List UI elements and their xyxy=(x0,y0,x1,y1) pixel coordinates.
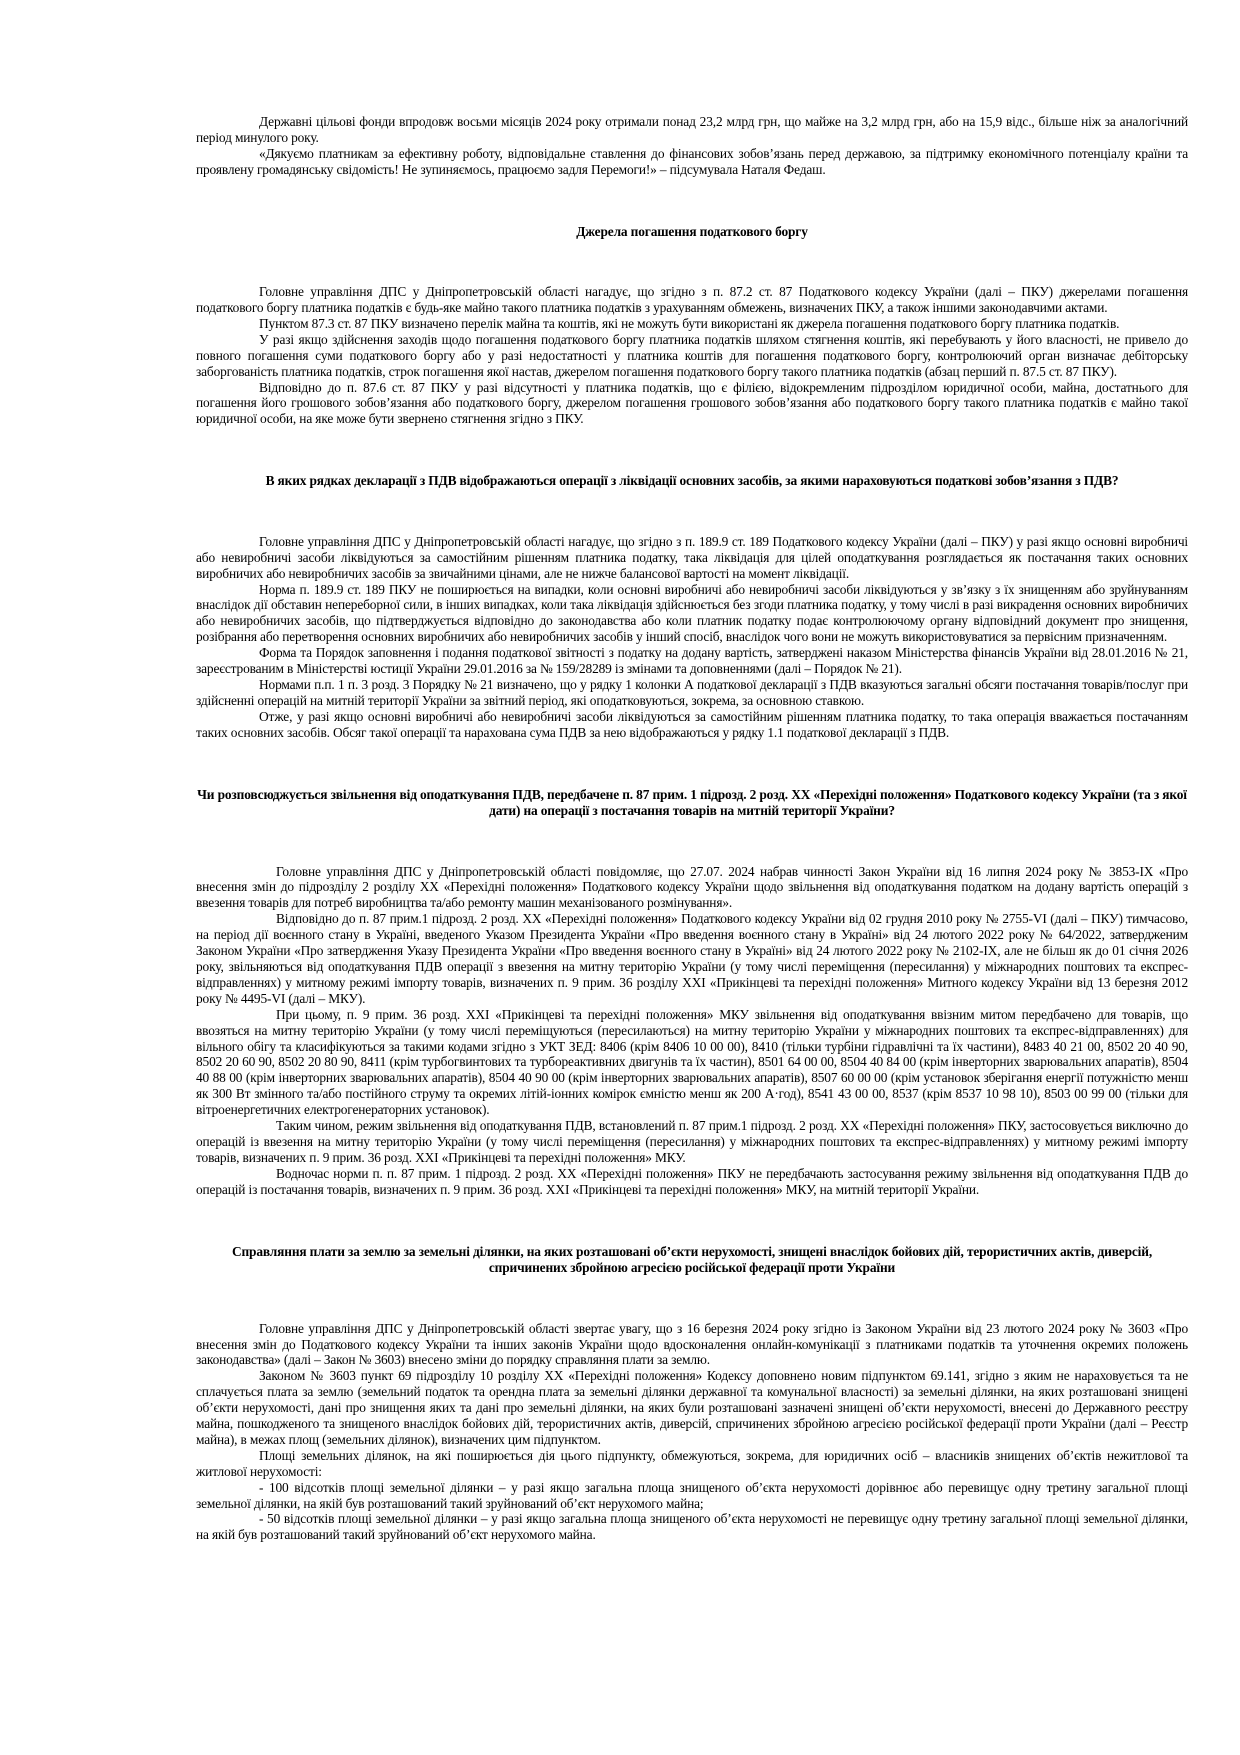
spacer xyxy=(196,427,1188,473)
section-paragraph: Площі земельних ділянок, на які поширюється дія цього підпункту, обмежуються, зокрема, для юридичних осіб – власників знищених об’єктів нежитлової та житлової нерухомості: xyxy=(196,1447,1188,1479)
section-paragraph: Відповідно до п. 87.6 ст. 87 ПКУ у разі відсутності у платника податків, що є філією, відокремленим підрозділом юридичної особи, майна, достатнього для погашення його грошового зобов’язання або податкового боргу, джерелом погашення грошового зобов’язання або податкового боргу такого платника податків є майно такої юридичної особи, на яке може бути звернено стягнення згідно з ПКУ. xyxy=(196,379,1188,427)
spacer xyxy=(196,741,1188,787)
section-paragraph: Норма п. 189.9 ст. 189 ПКУ не поширюється на випадки, коли основні виробничі або невиробничі засоби ліквідуються у зв’язку з їх знищенням або зруйнуванням внаслідок дії обставин непереборної сили, в інших випадках, коли така ліквідація здійснюється без згоди платника податку, у тому числі в разі викрадення основних виробничих або невиробничих засобів, що підтверджується відповідно до законодавства або коли платник податку подає контролюючому органу відповідний документ про знищення, розібрання або перетворення основних виробничих або невиробничих засобів у інший спосіб, внаслідок чого вони не можуть використовуватися за первісним призначенням. xyxy=(196,581,1188,645)
spacer xyxy=(196,240,1188,284)
spacer xyxy=(196,178,1188,224)
section-paragraph: Головне управління ДПС у Дніпропетровській області нагадує, що згідно з п. 87.2 ст. 87 Податкового кодексу України (далі – ПКУ) джерелами погашення податкового боргу платника податків є будь-яке майно такого платника податків з урахуванням обмежень, визначених ПКУ, а також іншими законодавчими актами. xyxy=(196,284,1188,316)
section-title: Справляння плати за землю за земельні ділянки, на яких розташовані об’єкти нерухомості, знищені внаслідок бойових дій, терористичних актів, диверсій, спричинених збройною агресією російської федерації проти України xyxy=(231,1243,1153,1276)
spacer xyxy=(196,490,1188,534)
section-paragraph: Таким чином, режим звільнення від оподаткування ПДВ, встановлений п. 87 прим.1 підрозд. 2 розд. ХХ «Перехідні положення» ПКУ, застосовується виключно до операцій із ввезення на митну територію України (у тому числі переміщення (пересилання) у міжнародних поштових та експрес-відправленнях) у митному режимі імпорту товарів, визначених п. 9 прим. 36 розд. ХХІ «Прикінцеві та перехідні положення» МКУ. xyxy=(196,1118,1188,1165)
intro-quote-paragraph: «Дякуємо платникам за ефективну роботу, відповідальне ставлення до фінансових зобов’язань перед державою, за підтримку економічного потенціалу країни та проявлену громадянську свідомість! Не зупиняємось, працюємо задля Перемоги!» – підсумувала Наталя Федаш. xyxy=(196,145,1188,177)
document-page xyxy=(196,114,1188,1543)
section-paragraph: Нормами п.п. 1 п. 3 розд. 3 Порядку № 21 визначено, що у рядку 1 колонки А податкової декларації з ПДВ вказуються загальні обсяги постачання товарів/послуг при здійсненні операцій на митній території України за звітний період, які оподатковуються, зокрема, за основною ставкою. xyxy=(196,676,1188,708)
section-title: Чи розповсюджується звільнення від оподаткування ПДВ, передбачене п. 87 прим. 1 підрозд. 2 розд. ХХ «Перехідні положення» Податкового кодексу України (та з якої дати) на операції з постачання товарів на митній території України? xyxy=(197,786,1187,819)
section-paragraph: Водночас норми п. п. 87 прим. 1 підрозд. 2 розд. ХХ «Перехідні положення» ПКУ не передбачають застосування режиму звільнення від оподаткування ПДВ до операцій із постачання товарів, визначених п. 9 прим. 36 розд. ХХІ «Прикінцеві та перехідні положення» МКУ, на митній території України. xyxy=(196,1165,1188,1197)
intro-paragraph: Державні цільові фонди впродовж восьми місяців 2024 року отримали понад 23,2 млрд грн, що майже на 3,2 млрд грн, або на 15,9 відс., більше ніж за аналогічний період минулого року. xyxy=(196,114,1188,145)
section-paragraph: Головне управління ДПС у Дніпропетровській області нагадує, що згідно з п. 189.9 ст. 189 Податкового кодексу України (далі – ПКУ) у разі якщо основні виробничі або невиробничі засоби ліквідуються за самостійним рішенням платника податку, така ліквідація для цілей оподаткування розглядається як постачання таких основних виробничих або невиробничих засобів за звичайними цінами, але не нижче балансової вартості на момент ліквідації. xyxy=(196,533,1188,581)
list-item: - 100 відсотків площі земельної ділянки – у разі якщо загальна площа знищеного об’єкта нерухомості дорівнює або перевищує одну третину загальної площі земельної ділянки, на якій був розташований такий зруйнований об’єкт нерухомого майна; xyxy=(196,1479,1188,1511)
section-paragraph: Головне управління ДПС у Дніпропетровській області повідомляє, що 27.07. 2024 набрав чинності Закон України від 16 липня 2024 року № 3853-IX «Про внесення змін до підрозділу 2 розділу ХХ «Перехідні положення» Податкового кодексу України щодо звільнення від оподаткування податком на додану вартість операцій з ввезення товарів для потреб виробництва та/або ремонту машин механізованого розмінування». xyxy=(196,863,1188,911)
section-title: Джерела погашення податкового боргу xyxy=(576,223,808,239)
section-paragraph: Відповідно до п. 87 прим.1 підрозд. 2 розд. ХХ «Перехідні положення» Податкового кодексу України від 02 грудня 2010 року № 2755-VI (далі – ПКУ) тимчасово, на період дії воєнного стану в Україні, введеного Указом Президента України «Про введення воєнного стану в Україні» від 24 лютого 2022 року № 64/2022, затвердженим Законом України «Про затвердження Указу Президента України «Про введення воєнного стану в Україні» від 24 лютого 2022 року № 2102-IX, але не більш як до 01 січня 2026 року, звільняються від оподаткування ПДВ операції з ввезення на митну територію України (у тому числі переміщення (пересилання) у міжнародних поштових та експрес-відправленнях) у митному режимі імпорту товарів, визначених п. 9 прим. 36 розділу ХХІ «Прикінцеві та перехідні положення» Митного кодексу України від 13 березня 2012 року № 4495-VI (далі – МКУ). xyxy=(196,911,1188,1006)
section-title: В яких рядках декларації з ПДВ відображаються операції з ліквідації основних засобів, за якими нараховуються податкові зобов’язання з ПДВ? xyxy=(265,473,1119,489)
spacer xyxy=(196,1198,1188,1244)
section-paragraph: Отже, у разі якщо основні виробничі або невиробничі засоби ліквідуються за самостійним рішенням платника податку, то така операція вважається постачанням таких основних засобів. Обсяг такої операції та нарахована сума ПДВ за нею відображаються у рядку 1.1 податкової декларації з ПДВ. xyxy=(196,708,1188,740)
section-paragraph: Головне управління ДПС у Дніпропетровській області звертає увагу, що з 16 березня 2024 року згідно із Законом України від 23 лютого 2024 року № 3603 «Про внесення змін до Податкового кодексу України та інших законів України щодо вдосконалення онлайн-комунікації з платниками податків та уточнення окремих положень законодавства» (далі – Закон № 3603) внесено зміни до порядку справляння плати за землю. xyxy=(196,1320,1188,1368)
section-paragraph: При цьому, п. 9 прим. 36 розд. ХХІ «Прикінцеві та перехідні положення» МКУ звільнення від оподаткування ввізним митом передбачено для товарів, що ввозяться на митну територію України (у тому числі переміщуються (пересилаються) на митну територію України у міжнародних поштових та експрес-відправленнях) для вільного обігу та класифікуються за такими кодами згідно з УКТ ЗЕД: 8406 (крім 8406 10 00 00), 8410 (тільки турбіни гідравлічні та їх частини), 8483 40 21 00, 8502 20 40 90, 8502 20 60 90, 8502 20 80 90, 8411 (крім турбогвинтових та турбореактивних двигунів та їх частин), 8501 64 00 00, 8504 40 84 00 (крім інверторних зварювальних апаратів), 8504 40 88 00 (крім інверторних зварювальних апаратів), 8504 40 90 00 (крім інверторних зварювальних апаратів), 8507 60 00 00 (крім установок зберігання енергії потужністю менш як 300 Вт змінного та/або постійного струму та окремих літій-іонних комірок ємністю менш як 200 А·год), 8541 43 00 00, 8537 (крім 8537 10 98 10), 8503 00 99 00 (тільки для вітроенергетичних електрогенераторних установок). xyxy=(196,1006,1188,1118)
section-paragraph: Форма та Порядок заповнення і подання податкової звітності з податку на додану вартість, затверджені наказом Міністерства фінансів України від 28.01.2016 № 21, зареєстрованим в Міністерстві юстиції України 29.01.2016 за № 159/28289 із змінами та доповненнями (далі – Порядок № 21). xyxy=(196,645,1188,677)
spacer xyxy=(196,1277,1188,1321)
section-paragraph: Пунктом 87.3 ст. 87 ПКУ визначено перелік майна та коштів, які не можуть бути використані як джерела погашення податкового боргу платника податків. xyxy=(259,315,1120,331)
list-item: - 50 відсотків площі земельної ділянки – у разі якщо загальна площа знищеного об’єкта нерухомості не перевищує одну третину загальної площі земельної ділянки, на якій був розташований такий зруйнований об’єкт нерухомого майна. xyxy=(196,1511,1188,1543)
section-paragraph: Законом № 3603 пункт 69 підрозділу 10 розділу ХХ «Перехідні положення» Кодексу доповнено новим підпунктом 69.141, згідно з яким не нараховується та не сплачується плата за землю (земельний податок та орендна плата за земельні ділянки державної та комунальної власності) за земельні ділянки, на яких розташовані знищені об’єкти нерухомості, дані про знищення яких та дані про земельні ділянки, на яких були розташовані зазначені знищені об’єкти нерухомості, внесені до Державного реєстру майна, пошкодженого та знищеного внаслідок бойових дій, терористичних актів, диверсій, спричинених збройною агресією російської федерації проти України (далі – Реєстр майна), в межах площ (земельних ділянок), визначених цим підпунктом. xyxy=(196,1368,1188,1447)
section-paragraph: У разі якщо здійснення заходів щодо погашення податкового боргу платника податків шляхом стягнення коштів, які перебувають у його власності, не привело до повного погашення суми податкового боргу або у разі недостатності у платника коштів для погашення податкового боргу, контролюючий орган визначає дебіторську заборгованість платника податків, строк погашення якої настав, джерелом погашення податкового боргу такого платника податків (абзац перший п. 87.5 ст. 87 ПКУ). xyxy=(196,331,1188,379)
spacer xyxy=(196,820,1188,864)
